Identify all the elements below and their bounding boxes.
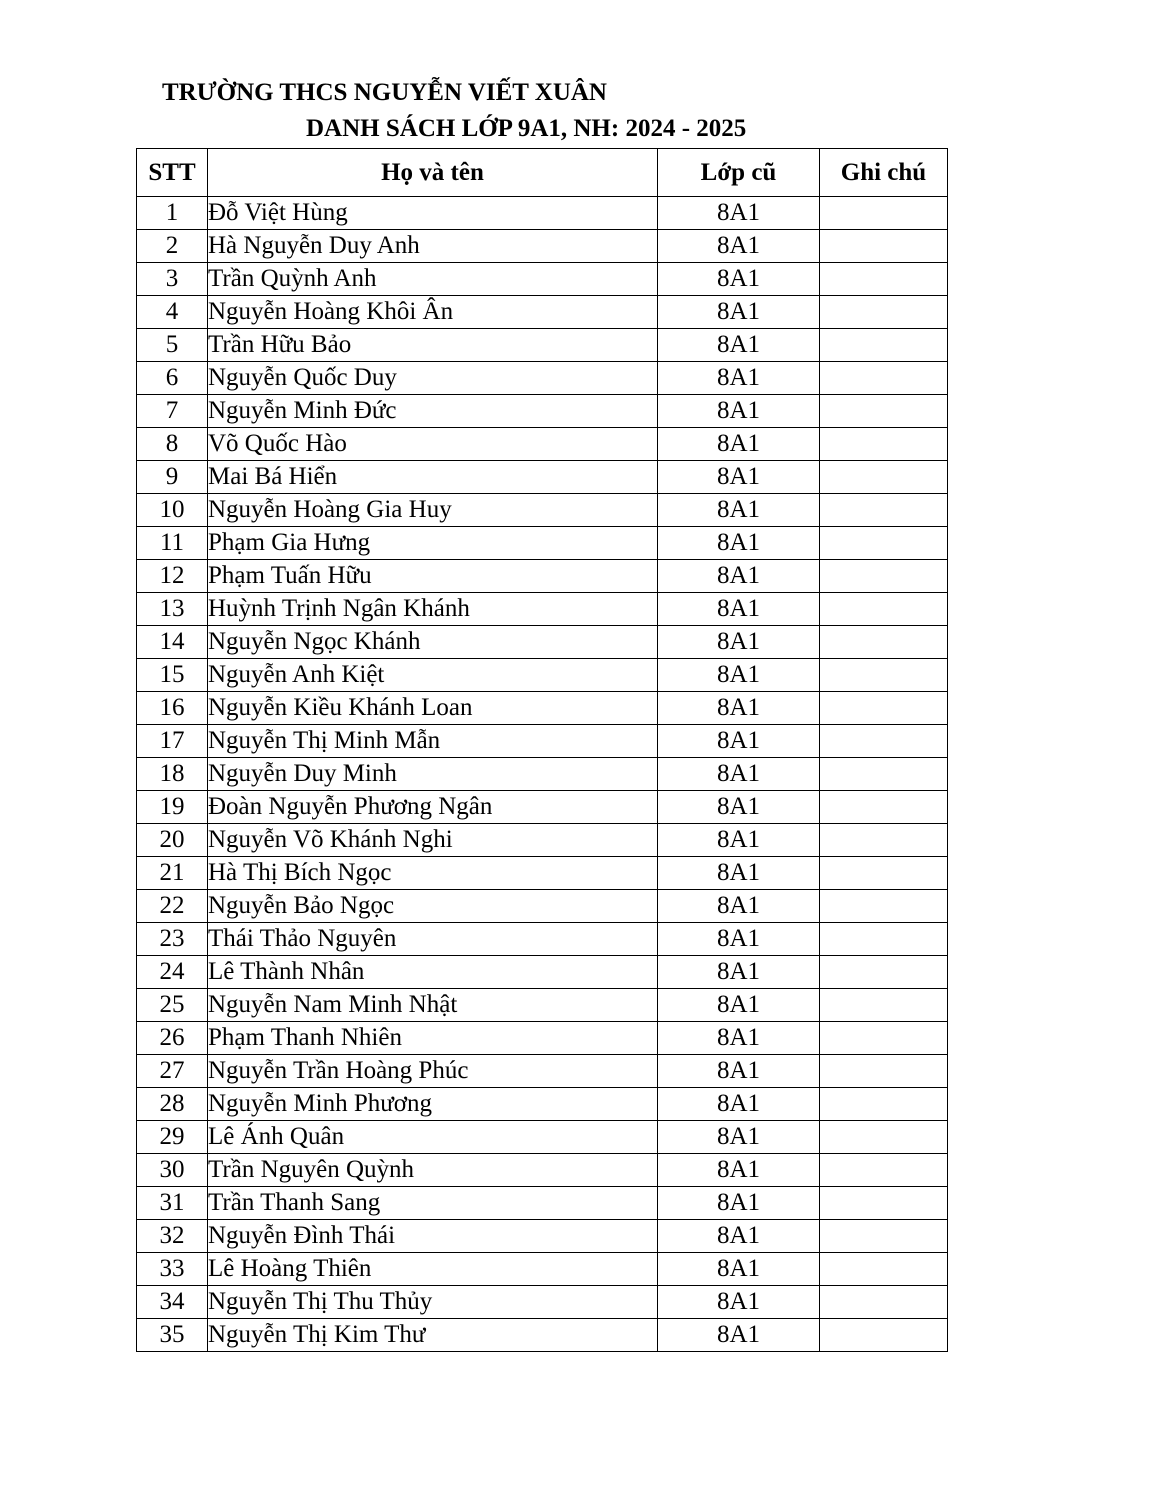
old-class: 8A1 — [658, 1121, 820, 1154]
old-class: 8A1 — [658, 1319, 820, 1352]
table-row — [137, 329, 948, 362]
row-number: 10 — [137, 494, 208, 527]
note-cell — [820, 1319, 948, 1352]
row-number: 12 — [137, 560, 208, 593]
row-number: 19 — [137, 791, 208, 824]
old-class: 8A1 — [658, 1055, 820, 1088]
column-header-full-name: Họ và tên — [208, 149, 658, 197]
row-number: 9 — [137, 461, 208, 494]
old-class: 8A1 — [658, 989, 820, 1022]
old-class: 8A1 — [658, 1220, 820, 1253]
old-class: 8A1 — [658, 758, 820, 791]
old-class: 8A1 — [658, 1154, 820, 1187]
column-header-old-class: Lớp cũ — [658, 149, 820, 197]
note-cell — [820, 659, 948, 692]
school-name: TRƯỜNG THCS NGUYỄN VIẾT XUÂN — [162, 79, 607, 106]
table-row — [137, 197, 948, 230]
old-class: 8A1 — [658, 956, 820, 989]
table-row — [137, 1220, 948, 1253]
note-cell — [820, 1022, 948, 1055]
old-class: 8A1 — [658, 329, 820, 362]
table-header-row — [137, 149, 948, 197]
note-cell — [820, 725, 948, 758]
note-cell — [820, 1286, 948, 1319]
row-number: 7 — [137, 395, 208, 428]
student-name: Phạm Tuấn Hữu — [208, 560, 658, 593]
note-cell — [820, 1121, 948, 1154]
table-row — [137, 1088, 948, 1121]
table-row — [137, 791, 948, 824]
row-number: 18 — [137, 758, 208, 791]
column-header-stt: STT — [137, 149, 208, 197]
table-row — [137, 1154, 948, 1187]
table-row — [137, 1022, 948, 1055]
student-name: Nguyễn Duy Minh — [208, 758, 658, 791]
row-number: 24 — [137, 956, 208, 989]
old-class: 8A1 — [658, 1088, 820, 1121]
row-number: 22 — [137, 890, 208, 923]
student-name: Nguyễn Minh Phương — [208, 1088, 658, 1121]
table-row — [137, 494, 948, 527]
row-number: 23 — [137, 923, 208, 956]
table-row — [137, 263, 948, 296]
student-name: Huỳnh Trịnh Ngân Khánh — [208, 593, 658, 626]
note-cell — [820, 692, 948, 725]
old-class: 8A1 — [658, 725, 820, 758]
table-row — [137, 890, 948, 923]
row-number: 6 — [137, 362, 208, 395]
student-name: Nguyễn Thị Minh Mẫn — [208, 725, 658, 758]
row-number: 28 — [137, 1088, 208, 1121]
row-number: 27 — [137, 1055, 208, 1088]
table-row — [137, 725, 948, 758]
row-number: 1 — [137, 197, 208, 230]
row-number: 32 — [137, 1220, 208, 1253]
row-number: 11 — [137, 527, 208, 560]
table-row — [137, 923, 948, 956]
old-class: 8A1 — [658, 560, 820, 593]
old-class: 8A1 — [658, 461, 820, 494]
note-cell — [820, 1088, 948, 1121]
student-name: Nguyễn Bảo Ngọc — [208, 890, 658, 923]
student-name: Lê Hoàng Thiên — [208, 1253, 658, 1286]
row-number: 13 — [137, 593, 208, 626]
table-row — [137, 1187, 948, 1220]
class-list-title: DANH SÁCH LỚP 9A1, NH: 2024 - 2025 — [306, 115, 747, 142]
note-cell — [820, 494, 948, 527]
note-cell — [820, 296, 948, 329]
row-number: 33 — [137, 1253, 208, 1286]
note-cell — [820, 923, 948, 956]
student-name: Nguyễn Kiều Khánh Loan — [208, 692, 658, 725]
note-cell — [820, 428, 948, 461]
row-number: 5 — [137, 329, 208, 362]
note-cell — [820, 857, 948, 890]
old-class: 8A1 — [658, 527, 820, 560]
note-cell — [820, 989, 948, 1022]
student-name: Võ Quốc Hào — [208, 428, 658, 461]
table-row — [137, 230, 948, 263]
note-cell — [820, 791, 948, 824]
row-number: 2 — [137, 230, 208, 263]
old-class: 8A1 — [658, 791, 820, 824]
student-name: Nguyễn Quốc Duy — [208, 362, 658, 395]
row-number: 21 — [137, 857, 208, 890]
table-row — [137, 527, 948, 560]
old-class: 8A1 — [658, 593, 820, 626]
student-roster-table — [136, 148, 948, 1352]
note-cell — [820, 1055, 948, 1088]
old-class: 8A1 — [658, 692, 820, 725]
old-class: 8A1 — [658, 197, 820, 230]
student-name: Mai Bá Hiển — [208, 461, 658, 494]
table-row — [137, 1121, 948, 1154]
table-row — [137, 395, 948, 428]
table-row — [137, 626, 948, 659]
table-row — [137, 1253, 948, 1286]
note-cell — [820, 890, 948, 923]
student-name: Nguyễn Thị Thu Thủy — [208, 1286, 658, 1319]
table-row — [137, 362, 948, 395]
row-number: 29 — [137, 1121, 208, 1154]
old-class: 8A1 — [658, 659, 820, 692]
table-row — [137, 692, 948, 725]
row-number: 3 — [137, 263, 208, 296]
student-name: Phạm Gia Hưng — [208, 527, 658, 560]
note-cell — [820, 230, 948, 263]
note-cell — [820, 1253, 948, 1286]
old-class: 8A1 — [658, 296, 820, 329]
old-class: 8A1 — [658, 263, 820, 296]
student-name: Nguyễn Anh Kiệt — [208, 659, 658, 692]
table-row — [137, 1286, 948, 1319]
note-cell — [820, 1187, 948, 1220]
old-class: 8A1 — [658, 494, 820, 527]
note-cell — [820, 527, 948, 560]
note-cell — [820, 1154, 948, 1187]
table-row — [137, 824, 948, 857]
student-name: Nguyễn Võ Khánh Nghi — [208, 824, 658, 857]
table-row — [137, 989, 948, 1022]
old-class: 8A1 — [658, 230, 820, 263]
table-row — [137, 560, 948, 593]
note-cell — [820, 197, 948, 230]
row-number: 16 — [137, 692, 208, 725]
table-row — [137, 1055, 948, 1088]
student-name: Nguyễn Nam Minh Nhật — [208, 989, 658, 1022]
row-number: 35 — [137, 1319, 208, 1352]
table-row — [137, 296, 948, 329]
old-class: 8A1 — [658, 890, 820, 923]
student-name: Thái Thảo Nguyên — [208, 923, 658, 956]
student-name: Hà Nguyễn Duy Anh — [208, 230, 658, 263]
old-class: 8A1 — [658, 824, 820, 857]
row-number: 34 — [137, 1286, 208, 1319]
student-name: Trần Nguyên Quỳnh — [208, 1154, 658, 1187]
student-name: Trần Quỳnh Anh — [208, 263, 658, 296]
row-number: 20 — [137, 824, 208, 857]
old-class: 8A1 — [658, 1286, 820, 1319]
table-row — [137, 857, 948, 890]
note-cell — [820, 329, 948, 362]
row-number: 31 — [137, 1187, 208, 1220]
student-name: Trần Hữu Bảo — [208, 329, 658, 362]
student-name: Nguyễn Hoàng Gia Huy — [208, 494, 658, 527]
old-class: 8A1 — [658, 626, 820, 659]
note-cell — [820, 362, 948, 395]
student-name: Lê Ánh Quân — [208, 1121, 658, 1154]
student-name: Đoàn Nguyễn Phương Ngân — [208, 791, 658, 824]
note-cell — [820, 593, 948, 626]
old-class: 8A1 — [658, 428, 820, 461]
student-name: Nguyễn Hoàng Khôi Ân — [208, 296, 658, 329]
student-name: Trần Thanh Sang — [208, 1187, 658, 1220]
row-number: 25 — [137, 989, 208, 1022]
table-row — [137, 593, 948, 626]
student-name: Nguyễn Thị Kim Thư — [208, 1319, 658, 1352]
note-cell — [820, 395, 948, 428]
note-cell — [820, 626, 948, 659]
student-name: Hà Thị Bích Ngọc — [208, 857, 658, 890]
row-number: 26 — [137, 1022, 208, 1055]
row-number: 30 — [137, 1154, 208, 1187]
old-class: 8A1 — [658, 1022, 820, 1055]
note-cell — [820, 824, 948, 857]
note-cell — [820, 461, 948, 494]
student-name: Nguyễn Trần Hoàng Phúc — [208, 1055, 658, 1088]
student-name: Nguyễn Ngọc Khánh — [208, 626, 658, 659]
row-number: 15 — [137, 659, 208, 692]
row-number: 8 — [137, 428, 208, 461]
old-class: 8A1 — [658, 1187, 820, 1220]
old-class: 8A1 — [658, 395, 820, 428]
note-cell — [820, 263, 948, 296]
note-cell — [820, 758, 948, 791]
student-name: Đỗ Việt Hùng — [208, 197, 658, 230]
old-class: 8A1 — [658, 362, 820, 395]
table-row — [137, 956, 948, 989]
old-class: 8A1 — [658, 923, 820, 956]
table-row — [137, 461, 948, 494]
student-name: Nguyễn Đình Thái — [208, 1220, 658, 1253]
row-number: 4 — [137, 296, 208, 329]
note-cell — [820, 560, 948, 593]
student-name: Nguyễn Minh Đức — [208, 395, 658, 428]
student-name: Phạm Thanh Nhiên — [208, 1022, 658, 1055]
note-cell — [820, 956, 948, 989]
row-number: 14 — [137, 626, 208, 659]
table-row — [137, 758, 948, 791]
column-header-note: Ghi chú — [820, 149, 948, 197]
roster-body — [137, 197, 948, 1352]
student-name: Lê Thành Nhân — [208, 956, 658, 989]
table-row — [137, 659, 948, 692]
old-class: 8A1 — [658, 857, 820, 890]
table-row — [137, 1319, 948, 1352]
row-number: 17 — [137, 725, 208, 758]
note-cell — [820, 1220, 948, 1253]
old-class: 8A1 — [658, 1253, 820, 1286]
table-row — [137, 428, 948, 461]
